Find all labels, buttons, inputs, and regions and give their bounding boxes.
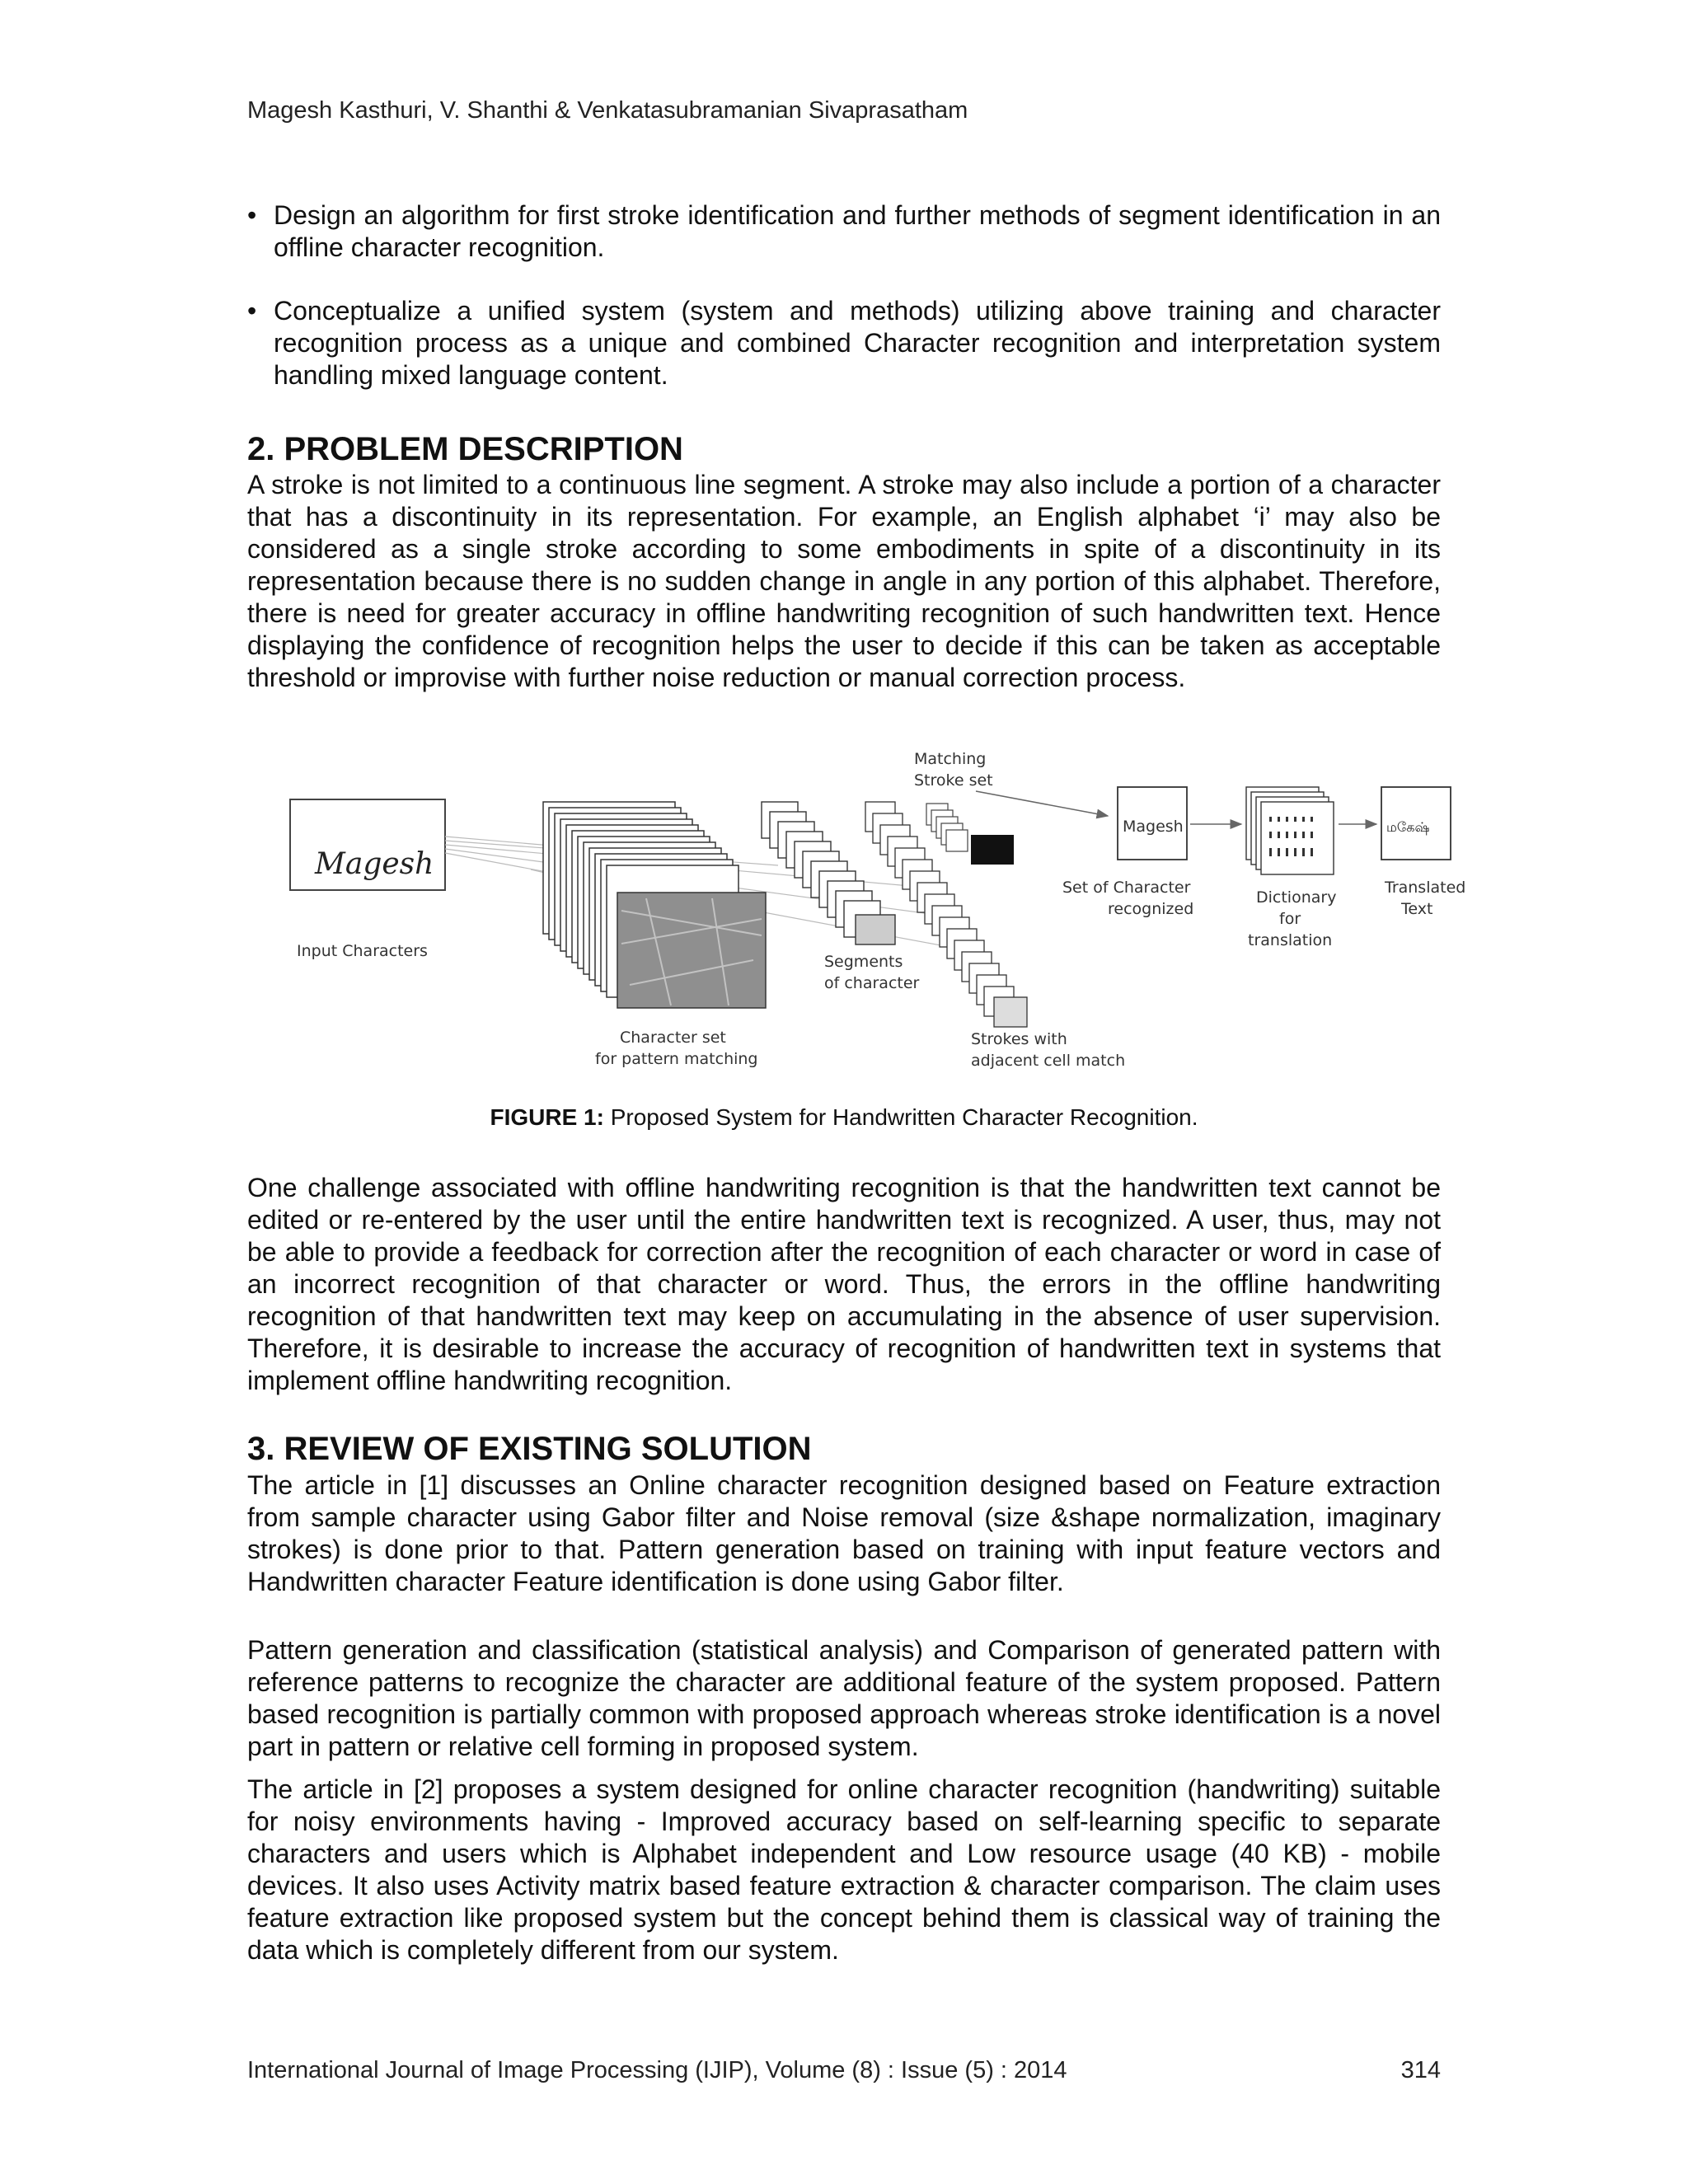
- recognized-word: Magesh: [1123, 818, 1184, 836]
- dictionary-label-line-2: for: [1279, 910, 1301, 928]
- figure-caption-label: FIGURE 1:: [490, 1104, 604, 1130]
- paragraph-review-1: The article in [1] discusses an Online character recognition designed based on Feature extraction from sample character using Gabor filter and Noise removal (size &shape normalization, imaginary strokes) is done prior to that. Pattern generation based on training with input feature vectors and Handwritten character Feature identification is done using Gabor filter.: [247, 1470, 1441, 1596]
- character-set-stack: [543, 802, 766, 1008]
- objective-list: [247, 199, 1441, 423]
- set-of-character-label-line-1: Set of Character: [1062, 879, 1191, 897]
- figure-1: [284, 746, 1466, 1084]
- paragraph-review-2: Pattern generation and classification (statistical analysis) and Comparison of generated pattern with reference patterns to recognize the character are additional feature of the system proposed. Pattern based recognition is partially common with proposed approach whereas stroke identification is a novel part in pattern or relative cell forming in proposed system.: [247, 1635, 1441, 1761]
- segments-label-line-1: Segments: [824, 953, 903, 971]
- running-header-authors: Magesh Kasthuri, V. Shanthi & Venkatasubramanian Sivaprasatham: [247, 97, 968, 124]
- dictionary-label-line-3: translation: [1248, 931, 1333, 949]
- matching-label-line-1: Matching: [914, 750, 987, 768]
- matching-label-line-2: Stroke set: [914, 771, 993, 790]
- translated-word: மகேஷ்: [1386, 819, 1430, 835]
- segments-label-line-2: of character: [824, 974, 920, 992]
- strokes-label-line-2: adjacent cell match: [971, 1052, 1126, 1070]
- footer: [247, 2057, 1441, 2084]
- section-heading-problem-description: 2. PROBLEM DESCRIPTION: [247, 431, 683, 467]
- figure-1-caption: [247, 1104, 1441, 1131]
- paragraph-review-3: The article in [2] proposes a system designed for online character recognition (handwriting) suitable for noisy environments having - Improved accuracy based on self-learning specific to separate characters and users which is Alphabet independent and Low resource usage (40 KB) - mobile devices. It also uses Activity matrix based feature extraction & character comparison. The claim uses feature extraction like proposed system but the concept behind them is classical way of training the data which is completely different from our system.: [247, 1774, 1441, 1965]
- matching-stroke-stack: [926, 804, 968, 851]
- translated-label-line-2: Text: [1401, 900, 1433, 918]
- set-of-character-label-line-2: recognized: [1108, 900, 1194, 918]
- character-set-label-line-2: for pattern matching: [595, 1050, 758, 1068]
- list-item: • Design an algorithm for first stroke identification and further methods of segment identification in an offline character recognition.: [247, 199, 1441, 264]
- dictionary-label-line-1: Dictionary: [1256, 888, 1337, 907]
- strokes-label-line-1: Strokes with: [971, 1030, 1067, 1048]
- list-item: • Conceptualize a unified system (system and methods) utilizing above training and character recognition process as a unique and combined Character recognition and interpretation system handling mixed language content.: [247, 295, 1441, 391]
- figure-1-diagram: [284, 746, 1466, 1084]
- paragraph-problem-description: A stroke is not limited to a continuous line segment. A stroke may also include a portion of a character that has a discontinuity in its representation. For example, an English alphabet ‘i’ may also be considered as a single stroke according to some embodiments in spite of a discontinuity in its representation because there is no sudden change in angle in any portion of this alphabet. Therefore, there is need for greater accuracy in offline handwriting recognition of such handwritten text. Hence displaying the confidence of recognition helps the user to decide if this can be taken as acceptable threshold or improvise with further noise reduction or manual correction process.: [247, 470, 1441, 692]
- input-characters-label: Input Characters: [297, 942, 428, 960]
- input-handwritten-word: Magesh: [315, 847, 434, 881]
- dictionary-stack: [1246, 787, 1334, 874]
- translated-label-line-1: Translated: [1385, 879, 1466, 897]
- page-number: 314: [1400, 2057, 1441, 2083]
- character-set-label-line-1: Character set: [620, 1029, 726, 1047]
- figure-caption-text: Proposed System for Handwritten Character Recognition.: [603, 1104, 1198, 1130]
- matched-stroke-cell: [971, 835, 1014, 865]
- footer-journal: International Journal of Image Processing (IJIP), Volume (8) : Issue (5) : 2014: [247, 2057, 1067, 2083]
- paragraph-offline-challenge: One challenge associated with offline handwriting recognition is that the handwritten text cannot be edited or re-entered by the user until the entire handwritten text is recognized. A user, thus, may not be able to provide a feedback for correction after the recognition of each character or word in case of an incorrect recognition of that character or word. Thus, the errors in the offline handwriting recognition of that handwritten text may keep on accumulating in the absence of user supervision. Therefore, it is desirable to increase the accuracy of recognition of handwritten text in systems that implement offline handwriting recognition.: [247, 1173, 1441, 1395]
- section-heading-review: 3. REVIEW OF EXISTING SOLUTION: [247, 1431, 812, 1467]
